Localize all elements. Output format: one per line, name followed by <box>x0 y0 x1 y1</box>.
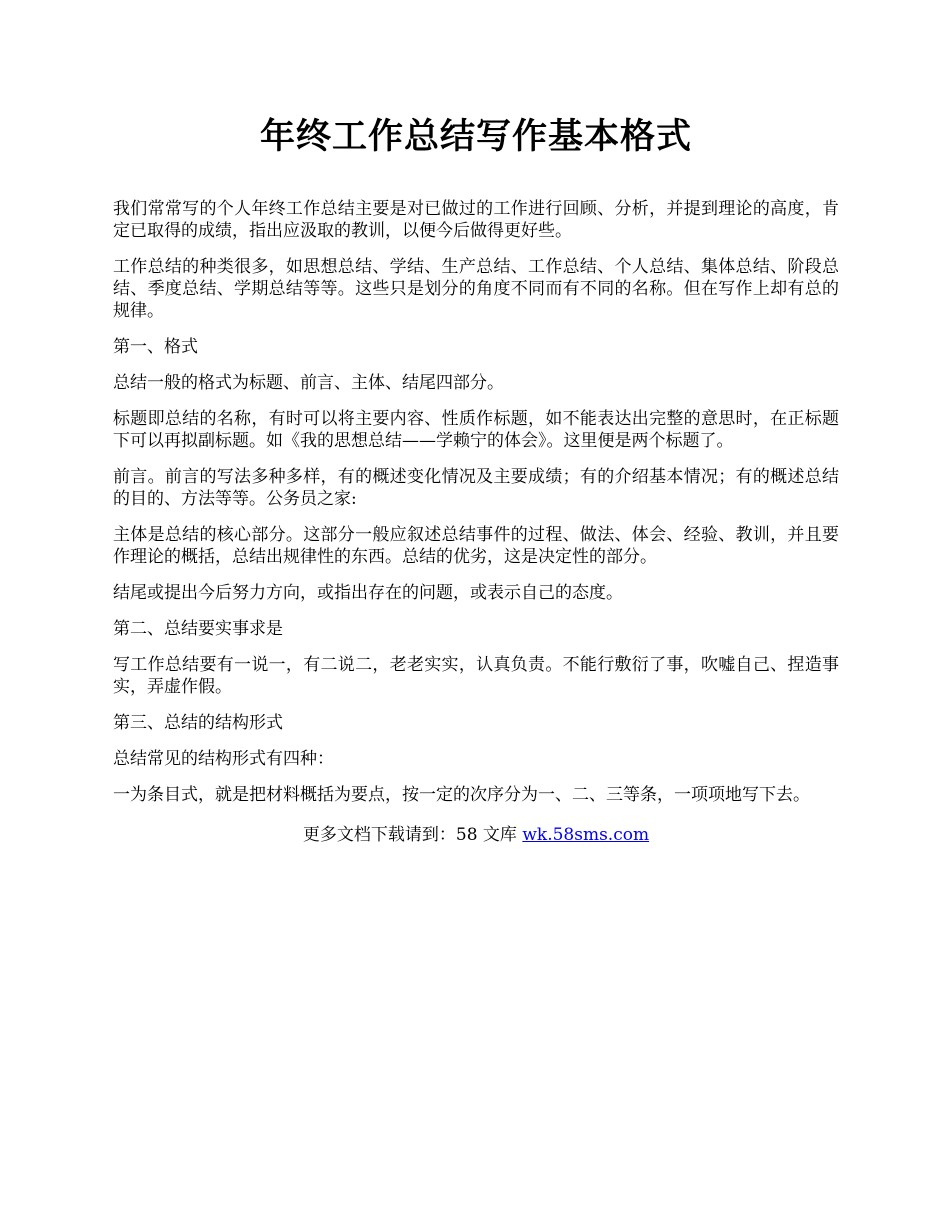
footer-prefix: 更多文档下载请到：58 文库 <box>302 825 523 845</box>
paragraph-format-parts: 总结一般的格式为标题、前言、主体、结尾四部分。 <box>113 373 504 393</box>
section-heading-factual: 第二、总结要实事求是 <box>113 619 283 639</box>
paragraph-preface: 前言。前言的写法多种多样，有的概述变化情况及主要成绩；有的介绍基本情况；有的概述总结的目的、方法等等。公务员之家: <box>113 467 839 509</box>
document-title: 年终工作总结写作基本格式 <box>259 116 692 157</box>
download-footer <box>113 824 839 846</box>
paragraph-types: 工作总结的种类很多，如思想总结、学结、生产总结、工作总结、个人总结、集体总结、阶段总结、季度总结、学期总结等等。这些只是划分的角度不同而有不同的名称。但在写作上却有总的规律。 <box>113 257 839 321</box>
paragraph-title: 标题即总结的名称，有时可以将主要内容、性质作标题，如不能表达出完整的意思时，在正标题下可以再拟副标题。如《我的思想总结——学赖宁的体会》。这里便是两个标题了。 <box>113 409 839 451</box>
paragraph-ending: 结尾或提出今后努力方向，或指出存在的问题，或表示自己的态度。 <box>113 583 623 603</box>
paragraph-structure-item: 一为条目式，就是把材料概括为要点，按一定的次序分为一、二、三等条，一项项地写下去。 <box>113 785 810 805</box>
section-heading-format: 第一、格式 <box>113 337 198 357</box>
section-heading-structure: 第三、总结的结构形式 <box>113 713 283 733</box>
paragraph-structure-intro: 总结常见的结构形式有四种： <box>113 749 334 769</box>
paragraph-factual: 写工作总结要有一说一，有二说二，老老实实，认真负责。不能行敷衍了事，吹嘘自己、捏造事实，弄虚作假。 <box>113 655 839 697</box>
paragraph-body: 主体是总结的核心部分。这部分一般应叙述总结事件的过程、做法、体会、经验、教训，并且要作理论的概括，总结出规律性的东西。总结的优劣，这是决定性的部分。 <box>113 525 839 567</box>
paragraph-intro: 我们常常写的个人年终工作总结主要是对已做过的工作进行回顾、分析，并提到理论的高度，肯定已取得的成绩，指出应汲取的教训，以便今后做得更好些。 <box>113 199 839 241</box>
footer-link[interactable]: wk.58sms.com <box>522 825 650 845</box>
